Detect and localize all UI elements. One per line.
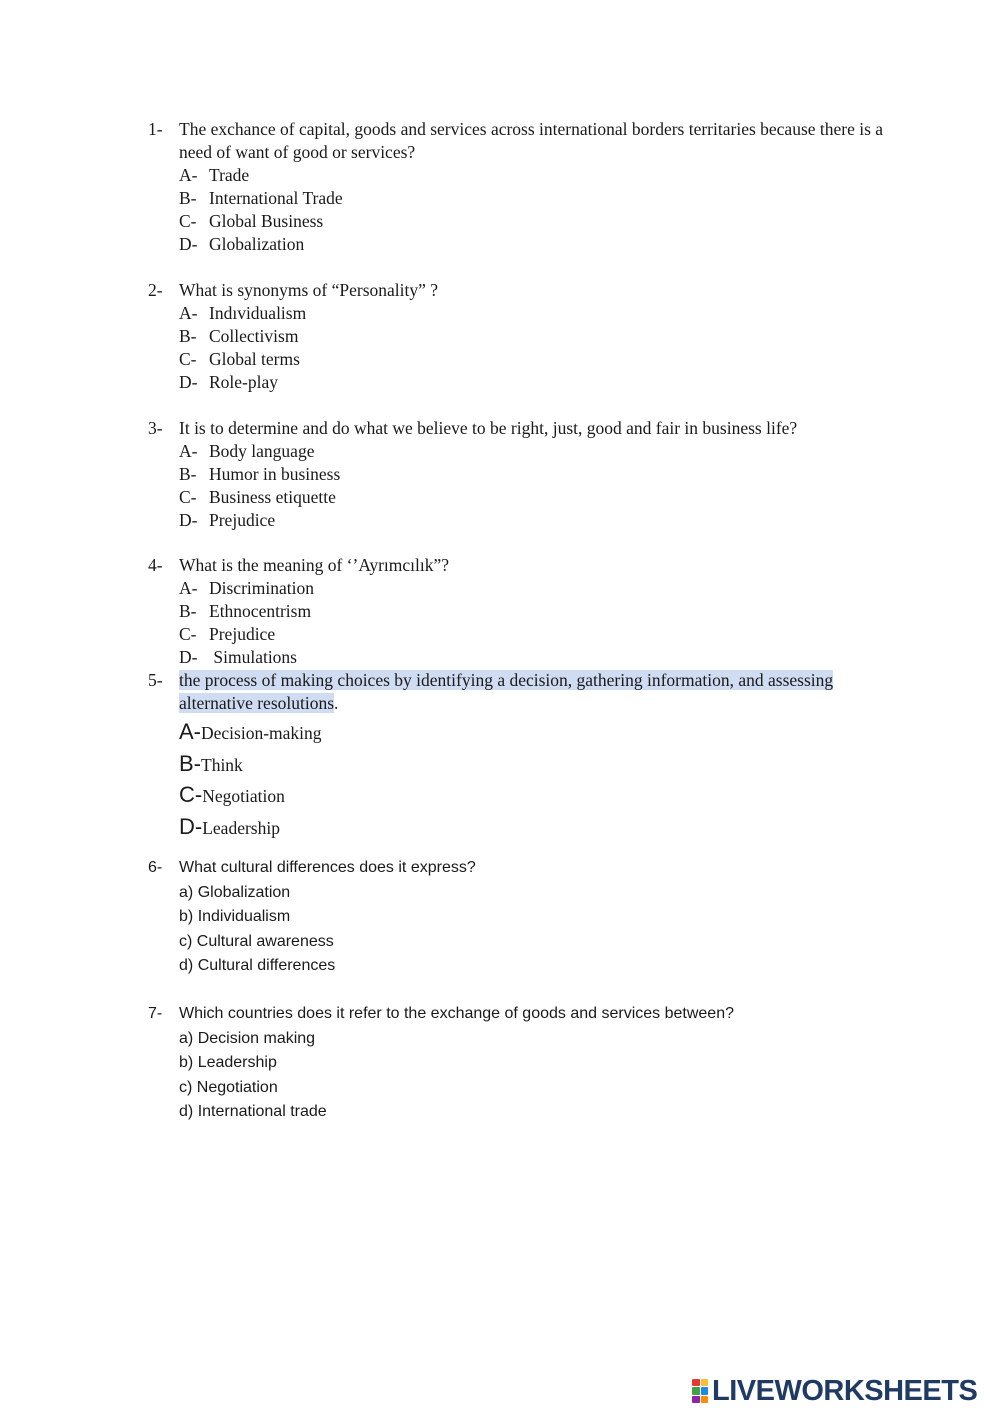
options-list xyxy=(179,440,888,532)
option-b[interactable] xyxy=(179,905,888,929)
option-a[interactable] xyxy=(179,1027,888,1051)
option-a[interactable] xyxy=(179,440,888,463)
options-list xyxy=(179,717,873,843)
option-letter: c) xyxy=(179,1078,193,1096)
option-letter: A- xyxy=(179,165,198,185)
option-letter: B- xyxy=(179,326,197,346)
option-letter: c) xyxy=(179,932,193,950)
option-a[interactable] xyxy=(179,717,873,749)
option-letter: A- xyxy=(179,719,201,744)
question-number: 3- xyxy=(148,418,163,438)
question-text: What is the meaning of ‘’Ayrımcılık”? xyxy=(179,555,450,575)
question-text: The exchance of capital, goods and services across international borders territaries because there is a need of want of good or services? xyxy=(179,119,884,162)
question-text xyxy=(179,669,873,715)
logo-tile xyxy=(692,1387,700,1394)
option-text: Individualism xyxy=(197,908,291,926)
option-d[interactable] xyxy=(179,646,888,669)
option-d[interactable] xyxy=(179,1100,888,1124)
option-letter: d) xyxy=(179,957,194,975)
option-text: Leadership xyxy=(202,817,280,838)
option-text: Trade xyxy=(209,165,250,185)
option-c[interactable] xyxy=(179,486,888,509)
options-list xyxy=(179,577,888,669)
option-letter: C- xyxy=(179,782,203,807)
option-b[interactable] xyxy=(179,749,873,781)
option-text: Globalization xyxy=(209,234,305,254)
question-3 xyxy=(148,417,888,532)
option-letter: A- xyxy=(179,303,198,323)
logo-tile xyxy=(701,1379,709,1386)
options-list xyxy=(179,164,888,256)
options-list xyxy=(179,1027,888,1125)
option-b[interactable] xyxy=(179,463,888,486)
option-letter: D- xyxy=(179,372,198,392)
option-b[interactable] xyxy=(179,325,888,348)
option-letter: C- xyxy=(179,624,197,644)
option-text: Cultural differences xyxy=(197,957,336,975)
logo-tile xyxy=(701,1396,709,1403)
option-b[interactable] xyxy=(179,1051,888,1075)
question-5 xyxy=(148,669,873,843)
option-letter: C- xyxy=(179,211,197,231)
option-letter: d) xyxy=(179,1103,194,1121)
option-text: Collectivism xyxy=(209,326,299,346)
option-text: Indıvidualism xyxy=(209,303,307,323)
option-b[interactable] xyxy=(179,187,888,210)
option-text: Ethnocentrism xyxy=(209,601,312,621)
option-a[interactable] xyxy=(179,577,888,600)
option-a[interactable] xyxy=(179,881,888,905)
question-number: 5- xyxy=(148,670,163,690)
logo-tile xyxy=(692,1396,700,1403)
option-letter: D- xyxy=(179,510,198,530)
option-text: Body language xyxy=(209,441,315,461)
option-d[interactable] xyxy=(179,233,888,256)
option-a[interactable] xyxy=(179,164,888,187)
option-letter: A- xyxy=(179,441,198,461)
option-b[interactable] xyxy=(179,600,888,623)
option-letter: D- xyxy=(179,234,198,254)
option-letter: B- xyxy=(179,601,197,621)
option-letter: a) xyxy=(179,1030,194,1047)
option-text: Prejudice xyxy=(209,624,276,644)
option-a[interactable] xyxy=(179,302,888,325)
options-list xyxy=(179,881,888,979)
option-text: Global terms xyxy=(209,349,300,369)
question-number: 6- xyxy=(148,859,163,876)
option-letter: b) xyxy=(179,1054,194,1072)
option-d[interactable] xyxy=(179,812,873,844)
option-text: Decision-making xyxy=(201,723,322,743)
option-letter: B- xyxy=(179,464,197,484)
question-text: What is synonyms of “Personality” ? xyxy=(179,280,439,300)
option-letter: B- xyxy=(179,188,197,208)
option-d[interactable] xyxy=(179,509,888,532)
logo-tile xyxy=(701,1387,709,1394)
option-text: International Trade xyxy=(209,188,343,208)
liveworksheets-logo xyxy=(692,1375,977,1407)
option-c[interactable] xyxy=(179,780,873,812)
option-text: Simulations xyxy=(209,647,297,667)
option-c[interactable] xyxy=(179,623,888,646)
question-text-end: . xyxy=(334,693,339,713)
logo-tile xyxy=(692,1379,700,1386)
option-letter: C- xyxy=(179,349,197,369)
question-number: 4- xyxy=(148,555,163,575)
question-number: 1- xyxy=(148,119,163,139)
option-text: Discrimination xyxy=(209,578,314,598)
question-number: 7- xyxy=(148,1005,163,1022)
option-c[interactable] xyxy=(179,930,888,954)
highlighted-question-text: the process of making choices by identifying a decision, gathering information, and assessing alternative resolutions xyxy=(179,670,834,713)
option-letter: D- xyxy=(179,647,198,667)
question-4 xyxy=(148,554,888,669)
option-c[interactable] xyxy=(179,1076,888,1100)
option-letter: D- xyxy=(179,813,203,839)
option-letter: B- xyxy=(179,750,201,776)
option-text: International trade xyxy=(197,1103,327,1121)
question-2 xyxy=(148,279,888,394)
question-text: It is to determine and do what we believe to be right, just, good and fair in business life? xyxy=(179,418,798,438)
options-list xyxy=(179,302,888,394)
option-text: Globalization xyxy=(197,884,291,901)
option-c[interactable] xyxy=(179,348,888,371)
question-6 xyxy=(148,856,888,979)
option-text: Global Business xyxy=(209,211,324,231)
option-d[interactable] xyxy=(179,371,888,394)
option-text: Business etiquette xyxy=(209,487,336,507)
question-1 xyxy=(148,118,888,256)
question-number: 2- xyxy=(148,280,163,300)
option-letter: A- xyxy=(179,578,198,598)
option-text: Humor in business xyxy=(209,464,341,484)
option-text: Role-play xyxy=(209,372,279,392)
option-text: Negotiation xyxy=(202,786,285,806)
option-letter: a) xyxy=(179,884,194,901)
logo-text: LIVEWORKSHEETS xyxy=(712,1374,978,1407)
option-d[interactable] xyxy=(179,954,888,978)
option-text: Prejudice xyxy=(209,510,276,530)
option-text: Decision making xyxy=(197,1030,316,1047)
question-7 xyxy=(148,1002,888,1125)
question-text: What cultural differences does it express? xyxy=(179,859,476,876)
option-letter: b) xyxy=(179,908,194,926)
option-text: Think xyxy=(201,754,243,775)
option-letter: C- xyxy=(179,487,197,507)
option-text: Cultural awareness xyxy=(196,932,334,950)
logo-mark-icon xyxy=(692,1379,708,1403)
question-text: Which countries does it refer to the exchange of goods and services between? xyxy=(179,1005,734,1022)
option-c[interactable] xyxy=(179,210,888,233)
option-text: Negotiation xyxy=(196,1078,278,1096)
option-text: Leadership xyxy=(197,1054,277,1072)
